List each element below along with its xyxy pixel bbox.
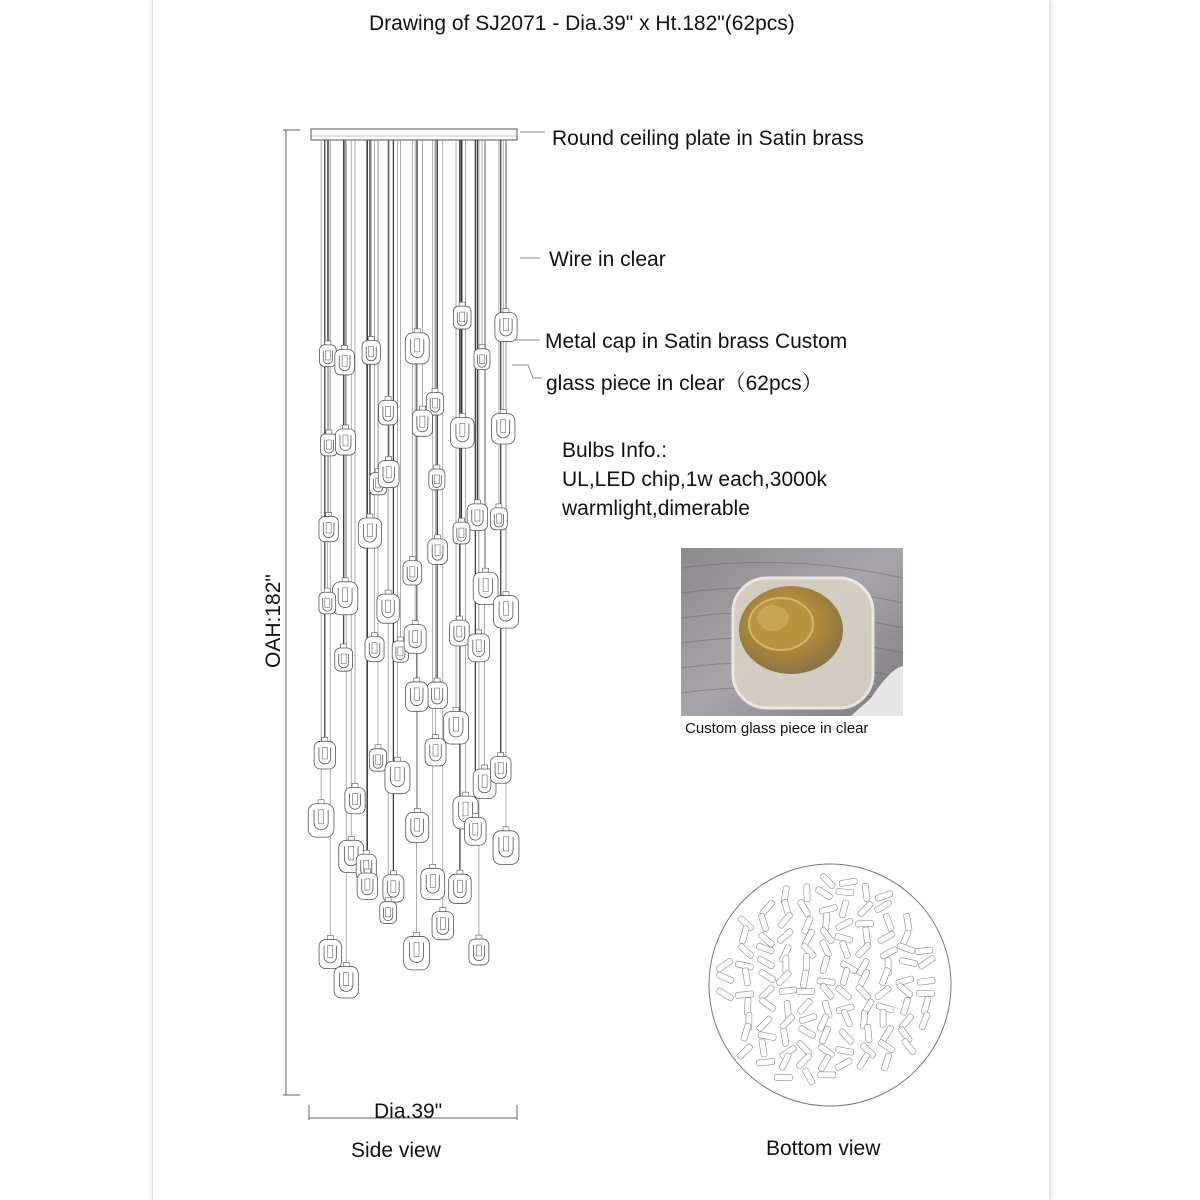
bottom-view-piece — [800, 970, 809, 989]
glass-pendant — [443, 707, 468, 744]
bottom-view-piece — [883, 913, 895, 932]
glass-pendant — [405, 329, 429, 364]
bottom-view-piece — [716, 987, 735, 1001]
glass-piece-photo — [681, 548, 903, 716]
diameter-label: Dia.39" — [374, 1100, 443, 1123]
bottom-view-label: Bottom view — [766, 1137, 881, 1160]
glass-pendants-group — [308, 302, 519, 998]
bottom-view-piece — [877, 930, 896, 944]
bottom-view-drawing — [709, 864, 951, 1106]
glass-pendant — [493, 827, 519, 865]
glass-pendant — [358, 514, 381, 548]
bottom-view-piece — [756, 1015, 773, 1032]
label-ceiling-plate: Round ceiling plate in Satin brass — [552, 127, 864, 150]
bottom-view-piece — [739, 925, 750, 944]
bottom-view-piece — [738, 943, 755, 960]
bottom-view-piece — [758, 913, 769, 932]
bottom-view-piece — [796, 1052, 813, 1069]
bottom-view-piece — [918, 955, 936, 970]
glass-pendant — [451, 413, 475, 448]
bottom-view-piece — [915, 947, 934, 955]
bottom-view-piece — [818, 1054, 832, 1073]
glass-pendant — [320, 341, 337, 367]
glass-pendant — [495, 309, 517, 342]
glass-pendant — [468, 630, 489, 662]
glass-pendant — [319, 936, 341, 969]
bottom-view-piece — [862, 883, 870, 902]
bottom-view-piece — [742, 967, 751, 986]
bottom-view-piece — [855, 921, 873, 927]
bottom-view-piece — [758, 969, 776, 984]
bottom-view-piece — [797, 998, 813, 1015]
bulbs-heading: Bulbs Info.: — [562, 439, 668, 462]
bottom-view-piece — [918, 1011, 930, 1030]
bottom-view-piece — [855, 942, 872, 959]
bottom-view-piece — [819, 955, 830, 974]
bottom-view-piece — [903, 913, 912, 932]
glass-pendant — [432, 908, 454, 940]
glass-pendant — [385, 757, 410, 793]
bottom-view-piece — [776, 928, 794, 944]
glass-pendant — [449, 616, 469, 646]
bottom-view-piece — [818, 1072, 836, 1078]
bottom-view-piece — [917, 990, 935, 996]
bottom-view-piece — [917, 977, 936, 985]
glass-pendant — [404, 621, 426, 654]
bottom-view-piece — [875, 890, 894, 902]
glass-pendant — [405, 678, 428, 711]
bottom-view-piece — [735, 991, 754, 999]
bottom-view-piece — [804, 954, 810, 972]
bulbs-line-1: UL,LED chip,1w each,3000k — [562, 468, 827, 491]
bottom-view-piece — [839, 878, 858, 887]
bottom-view-piece — [835, 985, 853, 1001]
glass-pendant — [335, 425, 355, 455]
glass-pendant — [308, 800, 334, 837]
bottom-view-piece — [819, 873, 836, 890]
bottom-view-piece — [899, 957, 918, 967]
bottom-view-piece — [864, 1024, 872, 1043]
glass-pendant — [314, 737, 335, 769]
drawing-title: Drawing of SJ2071 - Dia.39" x Ht.182"(62pcs) — [369, 12, 795, 35]
glass-pendant — [379, 396, 398, 425]
bottom-view-piece — [835, 918, 854, 932]
bottom-view-piece — [759, 997, 777, 1012]
bottom-view-piece — [836, 888, 854, 896]
height-label: OAH:182" — [262, 574, 285, 668]
glass-pendant — [332, 578, 357, 615]
glass-pendant — [320, 430, 337, 456]
glass-pendant — [465, 813, 486, 845]
bottom-view-piece — [857, 901, 874, 918]
glass-pendant — [474, 345, 490, 370]
glass-pendant — [365, 633, 384, 662]
bottom-view-piece — [756, 1058, 774, 1066]
glass-pendant — [406, 809, 429, 843]
bottom-view-piece — [757, 956, 776, 970]
glass-pendant — [412, 406, 432, 436]
bottom-view-piece — [759, 1039, 768, 1058]
glass-pendant — [369, 745, 386, 771]
glass-pendant — [404, 932, 430, 969]
bottom-view-piece — [817, 978, 836, 986]
bottom-view-piece — [880, 1009, 886, 1027]
glass-pendant — [345, 783, 365, 813]
leader-lines — [512, 132, 545, 378]
bottom-view-piece — [804, 884, 811, 902]
bottom-view-piece — [716, 971, 735, 984]
glass-pendant — [335, 346, 355, 375]
bottom-view-piece — [715, 958, 733, 973]
bottom-view-piece — [877, 1039, 895, 1054]
bottom-view-piece — [780, 1028, 789, 1047]
bottom-view-piece — [838, 1028, 855, 1045]
bottom-view-piece — [879, 967, 891, 986]
glass-pendant — [362, 337, 380, 365]
glass-pendant — [493, 592, 518, 629]
bottom-view-piece — [798, 1025, 817, 1039]
bottom-view-piece — [874, 985, 892, 1001]
glass-pendant — [403, 557, 422, 585]
glass-pendant — [383, 871, 404, 902]
glass-pendant — [334, 962, 358, 998]
label-glass-piece: glass piece in clear（62pcs） — [546, 372, 823, 395]
glass-pendant — [427, 678, 447, 709]
label-wire: Wire in clear — [549, 248, 666, 271]
glass-pendant — [319, 512, 338, 541]
bottom-view-piece — [741, 1023, 752, 1042]
glass-pendant — [467, 500, 488, 531]
glass-pendant — [428, 535, 448, 564]
glass-pendant — [490, 504, 507, 530]
bottom-view-piece — [736, 1043, 753, 1060]
glass-pendant — [377, 590, 399, 623]
photo-caption: Custom glass piece in clear — [685, 720, 869, 737]
bottom-view-piece — [774, 1074, 792, 1081]
bottom-view-piece — [896, 982, 914, 998]
bottom-view-piece — [835, 1046, 854, 1055]
bottom-view-piece — [855, 984, 872, 1001]
bottom-view-piece — [900, 997, 911, 1016]
side-view-label: Side view — [351, 1139, 441, 1162]
glass-pendant — [469, 935, 489, 965]
bottom-view-piece — [840, 967, 851, 986]
glass-pendant — [378, 457, 399, 488]
bottom-view-piece — [839, 899, 850, 918]
bulbs-line-2: warmlight,dimerable — [562, 497, 750, 520]
bottom-view-piece — [881, 1052, 892, 1071]
glass-pendant — [335, 644, 353, 671]
label-metal-cap: Metal cap in Satin brass Custom — [545, 330, 848, 353]
glass-pendant — [357, 869, 377, 900]
bottom-view-piece — [779, 987, 798, 995]
bulbs-info — [562, 436, 827, 523]
glass-pendant — [425, 735, 446, 766]
glass-pendant — [490, 753, 511, 784]
bottom-view-piece — [841, 1009, 854, 1028]
bottom-view-piece — [856, 1052, 871, 1070]
glass-pendant — [449, 870, 472, 903]
glass-pendant — [421, 864, 445, 899]
bottom-view-piece — [802, 1067, 816, 1086]
ceiling-plate — [311, 129, 517, 140]
bottom-view-piece — [796, 988, 814, 994]
bottom-view-piece — [834, 1057, 853, 1071]
glass-pendant — [492, 410, 515, 444]
